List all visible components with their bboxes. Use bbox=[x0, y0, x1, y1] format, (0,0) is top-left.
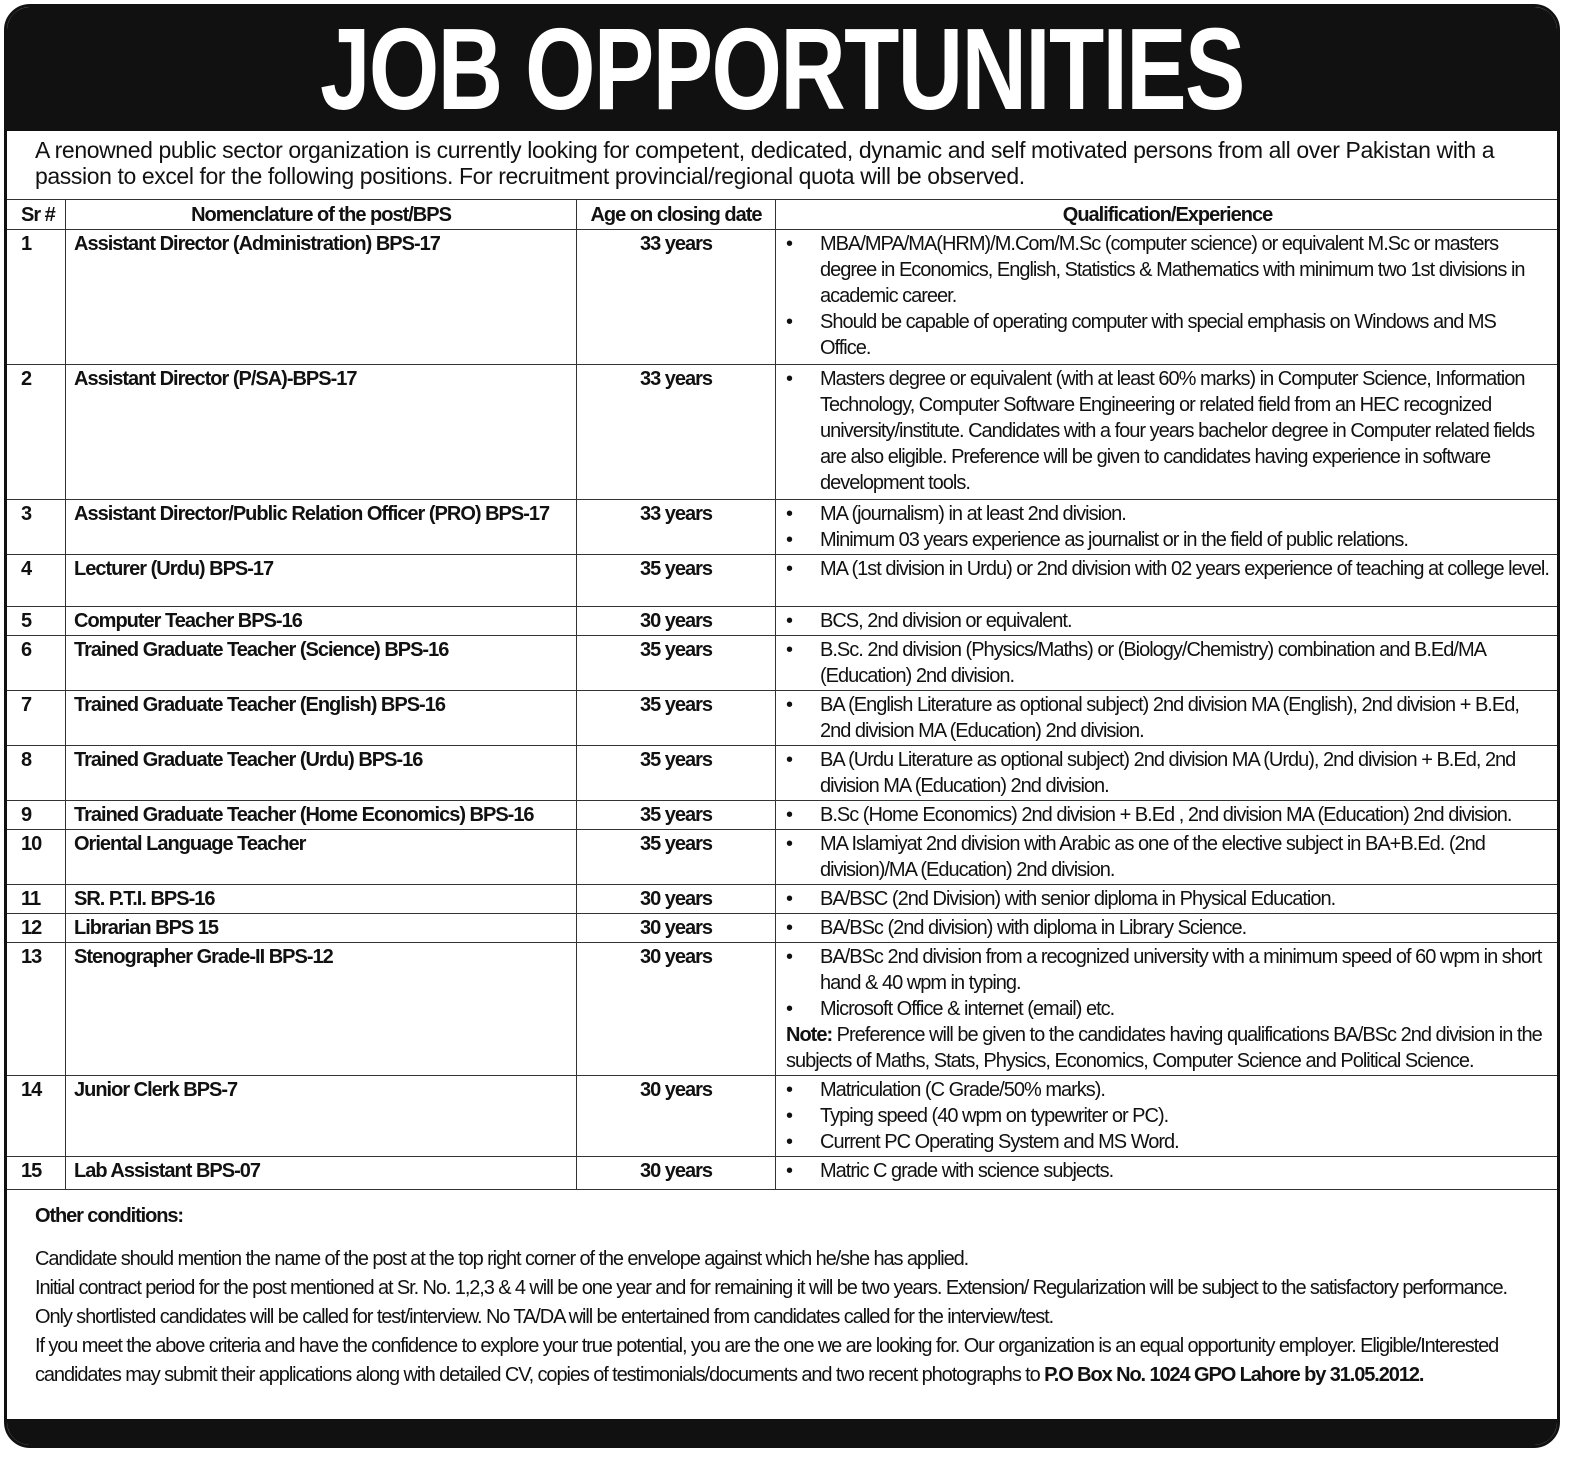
qualification-item: • MA (journalism) in at least 2nd division. bbox=[786, 501, 1549, 527]
header-banner bbox=[7, 4, 1557, 134]
qualification-cell bbox=[776, 801, 1558, 830]
age-limit: 35 years bbox=[577, 801, 776, 830]
qualification-cell bbox=[776, 943, 1558, 1076]
sr-number: 14 bbox=[7, 1076, 66, 1157]
qualification-cell bbox=[776, 746, 1558, 801]
intro-text: A renowned public sector organization is currently looking for competent, dedicated, dynamic and self motivated persons from all over Pakistan with a passion to excel for the following positions. For recruitment provincial/regional quota will be observed. bbox=[35, 137, 1495, 189]
sr-number: 2 bbox=[7, 365, 66, 500]
table-row bbox=[7, 555, 1557, 607]
condition-line: Initial contract period for the post mentioned at Sr. No. 1,2,3 & 4 will be one year and for remaining it will be two years. Extension/ Regularization will be subject to the satisfactory performance. bbox=[35, 1277, 1507, 1299]
qualification-cell bbox=[776, 691, 1558, 746]
table-row bbox=[7, 691, 1557, 746]
sr-number: 10 bbox=[7, 830, 66, 885]
col-age: Age on closing date bbox=[577, 200, 776, 230]
post-name: Lab Assistant BPS-07 bbox=[66, 1157, 577, 1190]
age-limit: 35 years bbox=[577, 555, 776, 607]
post-name: SR. P.T.I. BPS-16 bbox=[66, 885, 577, 914]
qualification-item: • Microsoft Office & internet (email) etc. bbox=[786, 996, 1549, 1022]
sr-number: 4 bbox=[7, 555, 66, 607]
table-row bbox=[7, 230, 1557, 365]
apply-text: If you meet the above criteria and have the confidence to explore your true potential, you are the one we are looking for. Our organization is an equal opportunity employer. Eligible/Interested candidates may submit their applications along with detailed CV, copies of testimonials/documents and two recent photographs to bbox=[35, 1335, 1499, 1386]
qualification-cell bbox=[776, 1076, 1558, 1157]
age-limit: 35 years bbox=[577, 830, 776, 885]
positions-table bbox=[7, 199, 1557, 1190]
qualification-cell bbox=[776, 914, 1558, 943]
post-name: Trained Graduate Teacher (Science) BPS-16 bbox=[66, 636, 577, 691]
post-name: Lecturer (Urdu) BPS-17 bbox=[66, 555, 577, 607]
qualification-cell bbox=[776, 365, 1558, 500]
post-name: Junior Clerk BPS-7 bbox=[66, 1076, 577, 1157]
sr-number: 12 bbox=[7, 914, 66, 943]
qualification-item: • BCS, 2nd division or equivalent. bbox=[786, 608, 1549, 634]
age-limit: 33 years bbox=[577, 230, 776, 365]
age-limit: 33 years bbox=[577, 500, 776, 555]
qualification-item: • MA (1st division in Urdu) or 2nd division with 02 years experience of teaching at college level. bbox=[786, 556, 1549, 582]
qualification-item: • Masters degree or equivalent (with at least 60% marks) in Computer Science, Information Technology, Computer Software Engineering or related field from an HEC recognized university/institute. Candidates with a four years bachelor degree in Computer related fields are also eligible. Preference will be given to candidates having experience in software development tools. bbox=[786, 366, 1549, 496]
qualification-item: • Should be capable of operating computer with special emphasis on Windows and MS Office. bbox=[786, 309, 1549, 361]
qualification-item: • B.Sc (Home Economics) 2nd division + B.Ed , 2nd division MA (Education) 2nd division. bbox=[786, 802, 1549, 828]
post-name: Oriental Language Teacher bbox=[66, 830, 577, 885]
table-row bbox=[7, 500, 1557, 555]
table-row bbox=[7, 801, 1557, 830]
sr-number: 3 bbox=[7, 500, 66, 555]
table-row bbox=[7, 1157, 1557, 1190]
qualification-cell bbox=[776, 636, 1558, 691]
qualification-item: • B.Sc. 2nd division (Physics/Maths) or (Biology/Chemistry) combination and B.Ed/MA (Education) 2nd division. bbox=[786, 637, 1549, 689]
sr-number: 7 bbox=[7, 691, 66, 746]
age-limit: 35 years bbox=[577, 746, 776, 801]
table-row bbox=[7, 365, 1557, 500]
qualification-cell bbox=[776, 607, 1558, 636]
col-post: Nomenclature of the post/BPS bbox=[66, 200, 577, 230]
qualification-cell bbox=[776, 555, 1558, 607]
other-conditions bbox=[35, 1202, 1545, 1390]
qualification-item: • BA/BSc (2nd division) with diploma in Library Science. bbox=[786, 915, 1549, 941]
post-name: Trained Graduate Teacher (English) BPS-16 bbox=[66, 691, 577, 746]
qualification-item: • Typing speed (40 wpm on typewriter or PC). bbox=[786, 1103, 1549, 1129]
qualification-item: • Matriculation (C Grade/50% marks). bbox=[786, 1077, 1549, 1103]
table-row bbox=[7, 607, 1557, 636]
age-limit: 35 years bbox=[577, 636, 776, 691]
address-deadline: P.O Box No. 1024 GPO Lahore by 31.05.2012. bbox=[1044, 1364, 1424, 1386]
note-text: Preference will be given to the candidates having qualifications BA/BSc 2nd division in the subjects of Maths, Stats, Physics, Economics, Computer Science and Political Science. bbox=[786, 1024, 1542, 1072]
qualification-cell bbox=[776, 885, 1558, 914]
table-row bbox=[7, 1076, 1557, 1157]
qualification-cell bbox=[776, 830, 1558, 885]
age-limit: 35 years bbox=[577, 691, 776, 746]
condition-line: Only shortlisted candidates will be called for test/interview. No TA/DA will be entertained from candidates called for the interview/test. bbox=[35, 1306, 1054, 1328]
qualification-item: • Matric C grade with science subjects. bbox=[786, 1158, 1549, 1184]
post-name: Trained Graduate Teacher (Urdu) BPS-16 bbox=[66, 746, 577, 801]
post-name: Assistant Director/Public Relation Officer (PRO) BPS-17 bbox=[66, 500, 577, 555]
sr-number: 6 bbox=[7, 636, 66, 691]
qualification-item: • BA/BSC (2nd Division) with senior diploma in Physical Education. bbox=[786, 886, 1549, 912]
table-row bbox=[7, 943, 1557, 1076]
post-name: Computer Teacher BPS-16 bbox=[66, 607, 577, 636]
age-limit: 30 years bbox=[577, 914, 776, 943]
footer-bar bbox=[7, 1419, 1557, 1445]
page-title: JOB OPPORTUNITIES bbox=[320, 4, 1244, 134]
note bbox=[786, 1022, 1549, 1074]
qualification-item: • MBA/MPA/MA(HRM)/M.Com/M.Sc (computer science) or equivalent M.Sc or masters degree in Economics, English, Statistics & Mathematics with minimum two 1st divisions in academic career. bbox=[786, 231, 1549, 309]
sr-number: 1 bbox=[7, 230, 66, 365]
age-limit: 30 years bbox=[577, 1157, 776, 1190]
sr-number: 15 bbox=[7, 1157, 66, 1190]
qualification-cell bbox=[776, 1157, 1558, 1190]
col-sr: Sr # bbox=[7, 200, 66, 230]
advertisement bbox=[4, 4, 1560, 1448]
qualification-item: • Current PC Operating System and MS Word. bbox=[786, 1129, 1549, 1155]
qualification-item: • BA/BSc 2nd division from a recognized university with a minimum speed of 60 wpm in short hand & 40 wpm in typing. bbox=[786, 944, 1549, 996]
table-row bbox=[7, 830, 1557, 885]
table-header-row bbox=[7, 200, 1557, 230]
qualification-cell bbox=[776, 500, 1558, 555]
age-limit: 30 years bbox=[577, 1076, 776, 1157]
sr-number: 13 bbox=[7, 943, 66, 1076]
post-name: Trained Graduate Teacher (Home Economics) BPS-16 bbox=[66, 801, 577, 830]
age-limit: 30 years bbox=[577, 943, 776, 1076]
table-row bbox=[7, 636, 1557, 691]
post-name: Stenographer Grade-II BPS-12 bbox=[66, 943, 577, 1076]
sr-number: 5 bbox=[7, 607, 66, 636]
age-limit: 30 years bbox=[577, 607, 776, 636]
condition-line bbox=[35, 1332, 1545, 1390]
post-name: Librarian BPS 15 bbox=[66, 914, 577, 943]
qualification-item: • MA Islamiyat 2nd division with Arabic as one of the elective subject in BA+B.Ed. (2nd division)/MA (Education) 2nd division. bbox=[786, 831, 1549, 883]
qualification-item: • BA (English Literature as optional subject) 2nd division MA (English), 2nd division + B.Ed, 2nd division MA (Education) 2nd division. bbox=[786, 692, 1549, 744]
sr-number: 9 bbox=[7, 801, 66, 830]
col-qualification: Qualification/Experience bbox=[776, 200, 1558, 230]
condition-line: Candidate should mention the name of the post at the top right corner of the envelope against which he/she has applied. bbox=[35, 1248, 969, 1270]
post-name: Assistant Director (P/SA)-BPS-17 bbox=[66, 365, 577, 500]
qualification-item: • BA (Urdu Literature as optional subject) 2nd division MA (Urdu), 2nd division + B.Ed, 2nd division MA (Education) 2nd division. bbox=[786, 747, 1549, 799]
qualification-item: • Minimum 03 years experience as journalist or in the field of public relations. bbox=[786, 527, 1549, 553]
table-row bbox=[7, 885, 1557, 914]
post-name: Assistant Director (Administration) BPS-17 bbox=[66, 230, 577, 365]
other-conditions-heading: Other conditions: bbox=[35, 1205, 183, 1227]
table-row bbox=[7, 914, 1557, 943]
sr-number: 11 bbox=[7, 885, 66, 914]
sr-number: 8 bbox=[7, 746, 66, 801]
note-label: Note: bbox=[786, 1024, 833, 1046]
age-limit: 30 years bbox=[577, 885, 776, 914]
table-row bbox=[7, 746, 1557, 801]
qualification-cell bbox=[776, 230, 1558, 365]
age-limit: 33 years bbox=[577, 365, 776, 500]
